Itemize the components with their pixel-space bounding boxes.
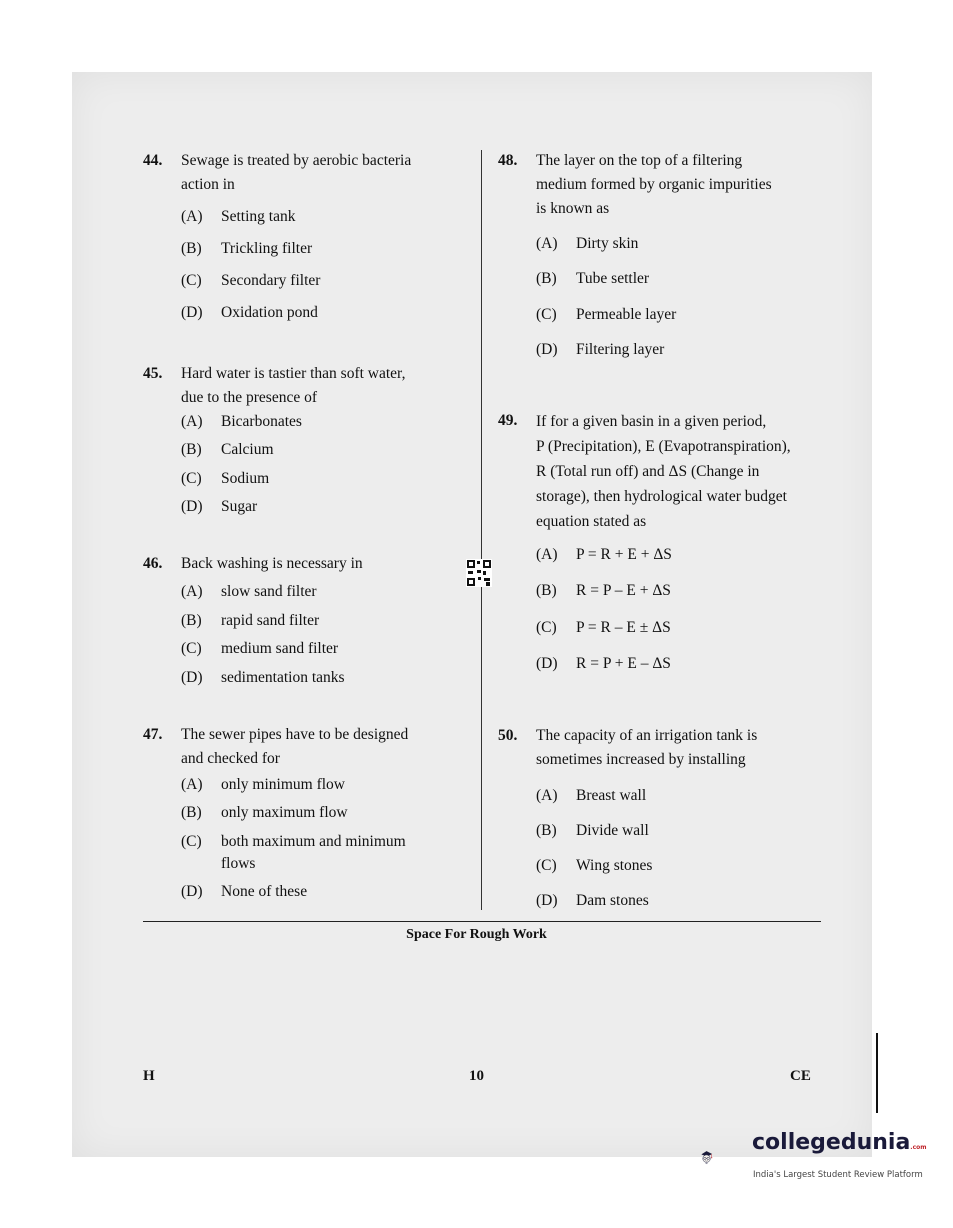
option-c: (C) both maximum and minimum bbox=[181, 833, 406, 850]
option-a: (A) slow sand filter bbox=[181, 583, 317, 600]
question-number: 48. bbox=[498, 152, 518, 169]
option-c: (C) Secondary filter bbox=[181, 272, 321, 289]
horizontal-rule bbox=[143, 921, 821, 922]
question-number: 49. bbox=[498, 412, 518, 429]
option-b: (B) Divide wall bbox=[536, 822, 649, 839]
option-b: (B) R = P – E + ΔS bbox=[536, 582, 671, 599]
option-b: (B) Tube settler bbox=[536, 270, 650, 287]
option-a: (A) Dirty skin bbox=[536, 235, 639, 252]
collegedunia-mascot-icon bbox=[700, 1122, 756, 1192]
option-a: (A) P = R + E + ΔS bbox=[536, 546, 672, 563]
question-text: Back washing is necessary in bbox=[181, 555, 363, 572]
option-c-continued: flows bbox=[221, 855, 256, 872]
option-c: (C) medium sand filter bbox=[181, 640, 339, 657]
question-number: 44. bbox=[143, 152, 163, 169]
option-b: (B) only maximum flow bbox=[181, 804, 348, 821]
option-d: (D) Sugar bbox=[181, 498, 258, 515]
footer-series-code: H bbox=[143, 1068, 155, 1084]
scan-edge-mark bbox=[876, 1033, 878, 1113]
rough-work-label: Space For Rough Work bbox=[406, 927, 547, 942]
question-text: The layer on the top of a filtering medium formed by organic impurities is known as bbox=[536, 152, 772, 217]
qr-code-icon bbox=[466, 559, 492, 587]
brand-name: collegedunia.com bbox=[752, 1130, 927, 1155]
option-c: (C) Sodium bbox=[181, 470, 270, 487]
question-text: If for a given basin in a given period, P (Precipitation), E (Evapotranspiration), R (Total run off) and ΔS (Change in storage), then hydrological water budget equation stated as bbox=[536, 413, 791, 530]
option-b: (B) Calcium bbox=[181, 441, 274, 458]
option-c: (C) Permeable layer bbox=[536, 306, 677, 323]
option-a: (A) Bicarbonates bbox=[181, 413, 302, 430]
option-a: (A) Breast wall bbox=[536, 787, 647, 804]
footer-subject-code: CE bbox=[790, 1068, 811, 1084]
option-d: (D) Oxidation pond bbox=[181, 304, 318, 321]
option-d: (D) Dam stones bbox=[536, 892, 649, 909]
question-text: The capacity of an irrigation tank is sometimes increased by installing bbox=[536, 727, 758, 768]
option-a: (A) Setting tank bbox=[181, 208, 296, 225]
question-text: The sewer pipes have to be designed and checked for bbox=[181, 726, 409, 767]
option-b: (B) rapid sand filter bbox=[181, 612, 320, 629]
column-divider bbox=[481, 150, 482, 910]
question-text: Hard water is tastier than soft water, due to the presence of bbox=[181, 365, 406, 406]
option-a: (A) only minimum flow bbox=[181, 776, 345, 793]
page-number: 10 bbox=[469, 1068, 484, 1084]
question-number: 46. bbox=[143, 555, 163, 572]
option-d: (D) Filtering layer bbox=[536, 341, 665, 358]
question-number: 50. bbox=[498, 727, 518, 744]
option-c: (C) Wing stones bbox=[536, 857, 653, 874]
question-text: Sewage is treated by aerobic bacteria action in bbox=[181, 152, 412, 193]
option-b: (B) Trickling filter bbox=[181, 240, 313, 257]
brand-tagline: India's Largest Student Review Platform bbox=[753, 1170, 923, 1180]
question-number: 47. bbox=[143, 726, 163, 743]
question-number: 45. bbox=[143, 365, 163, 382]
option-d: (D) None of these bbox=[181, 883, 308, 900]
option-d: (D) sedimentation tanks bbox=[181, 669, 345, 686]
option-c: (C) P = R – E ± ΔS bbox=[536, 619, 671, 636]
option-d: (D) R = P + E – ΔS bbox=[536, 655, 671, 672]
